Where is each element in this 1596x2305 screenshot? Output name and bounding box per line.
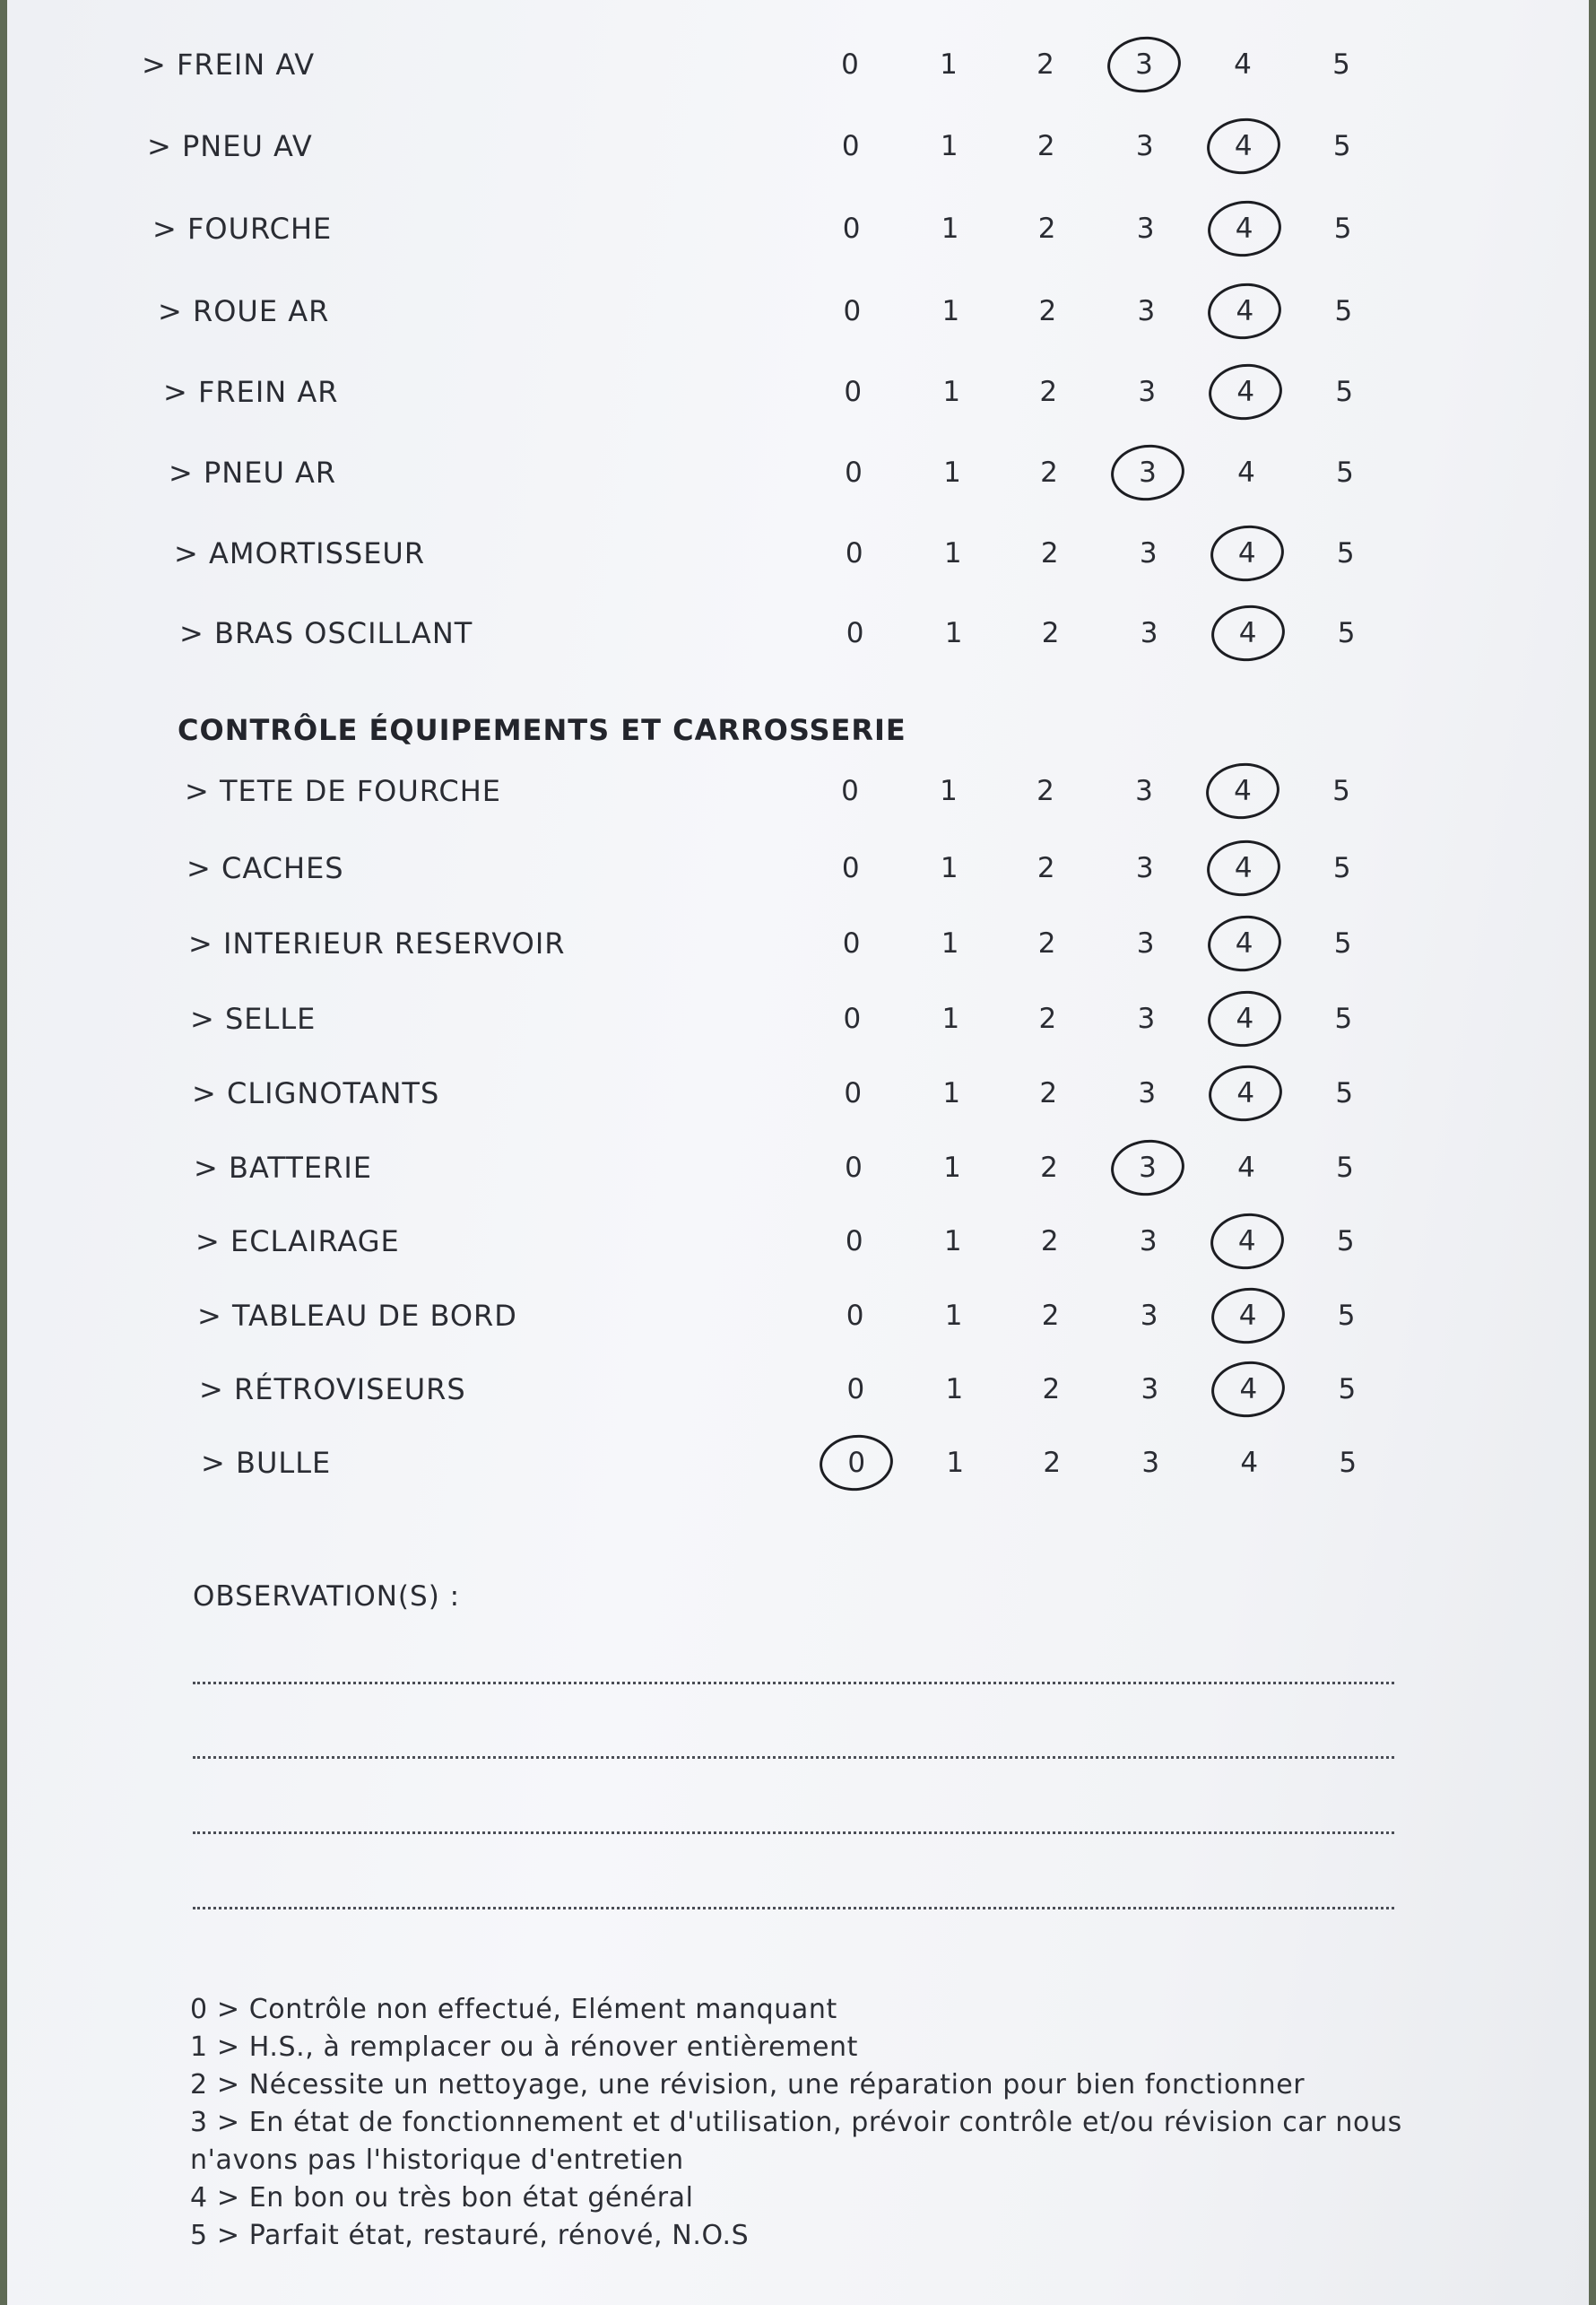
selected-score-circle: [1205, 197, 1284, 260]
score-option[interactable]: 0: [846, 1373, 865, 1405]
rating-row: [7, 992, 1589, 1046]
score-value: 4: [1236, 1003, 1254, 1035]
row-label: > PNEU AV: [147, 129, 313, 163]
score-value: 4: [1238, 617, 1257, 649]
score-option[interactable]: 2: [1037, 213, 1056, 245]
score-value: 4: [1234, 775, 1252, 807]
selected-score-circle: [1204, 837, 1283, 900]
score-value: 4: [1237, 1225, 1256, 1257]
rating-row: [7, 841, 1589, 895]
score-option[interactable]: 0: [843, 1003, 862, 1035]
row-label: > TABLEAU DE BORD: [197, 1299, 517, 1333]
score-option[interactable]: 0: [846, 1300, 864, 1332]
score-option[interactable]: 4: [1234, 48, 1252, 81]
score-option[interactable]: 5: [1336, 537, 1355, 570]
score-option[interactable]: [1121, 1141, 1175, 1195]
score-option[interactable]: 1: [940, 130, 958, 162]
observation-line-4[interactable]: [193, 1907, 1394, 1909]
score-option[interactable]: [1218, 917, 1271, 970]
score-option[interactable]: 5: [1335, 376, 1354, 408]
score-option[interactable]: 3: [1136, 927, 1155, 960]
score-option[interactable]: 4: [1240, 1447, 1259, 1479]
rating-row: [7, 1436, 1589, 1490]
score-option[interactable]: 2: [1040, 457, 1058, 489]
selected-score-circle: [1206, 1062, 1285, 1125]
row-label: > RÉTROVISEURS: [199, 1372, 466, 1406]
legend-line: 2 > Nécessite un nettoyage, une révision, une réparation pour bien fonctionner: [190, 2069, 1305, 2101]
score-option[interactable]: 5: [1332, 852, 1351, 884]
score-option[interactable]: 3: [1139, 537, 1158, 570]
score-option[interactable]: 1: [943, 457, 961, 489]
score-option[interactable]: [1218, 202, 1271, 256]
score-option[interactable]: 5: [1332, 775, 1350, 807]
score-value: 4: [1234, 852, 1253, 884]
rating-row: [7, 202, 1589, 256]
rating-row: [7, 1214, 1589, 1268]
score-option[interactable]: 4: [1237, 1152, 1255, 1184]
score-option[interactable]: [1219, 1066, 1272, 1120]
section-title: CONTRÔLE ÉQUIPEMENTS ET CARROSSERIE: [178, 713, 906, 747]
rating-row: [7, 917, 1589, 970]
score-option[interactable]: 0: [845, 1152, 863, 1184]
score-option[interactable]: [829, 1436, 883, 1490]
score-option[interactable]: 5: [1336, 1225, 1355, 1257]
score-option[interactable]: 0: [845, 1225, 863, 1257]
rating-row: [7, 606, 1589, 660]
score-option[interactable]: 2: [1037, 130, 1055, 162]
row-label: > AMORTISSEUR: [174, 536, 426, 570]
row-label: > CLIGNOTANTS: [192, 1076, 440, 1110]
rating-row: [7, 284, 1589, 338]
rating-row: [7, 1362, 1589, 1416]
legend-line: 3 > En état de fonctionnement et d'utilisation, prévoir contrôle et/ou révision car nous: [190, 2107, 1402, 2138]
score-option[interactable]: 3: [1136, 213, 1155, 245]
score-option[interactable]: 2: [1037, 927, 1056, 960]
legend-line: n'avons pas l'historique d'entretien: [190, 2144, 684, 2176]
score-option[interactable]: 2: [1038, 295, 1057, 327]
score-option[interactable]: 2: [1037, 852, 1055, 884]
score-option[interactable]: 3: [1139, 1225, 1158, 1257]
rating-row: [7, 446, 1589, 500]
score-option[interactable]: 5: [1337, 617, 1356, 649]
row-label: > FOURCHE: [152, 212, 333, 246]
score-option[interactable]: 1: [940, 775, 958, 807]
score-option[interactable]: [1218, 284, 1271, 338]
legend-line: 0 > Contrôle non effectué, Elément manquant: [190, 1994, 837, 2025]
row-label: > INTERIEUR RESERVOIR: [188, 926, 566, 961]
score-option[interactable]: [1218, 992, 1271, 1046]
score-option[interactable]: 0: [842, 927, 861, 960]
score-option[interactable]: 5: [1332, 48, 1350, 81]
score-option[interactable]: 3: [1135, 852, 1154, 884]
score-option[interactable]: 5: [1333, 927, 1352, 960]
score-option[interactable]: 5: [1338, 1373, 1357, 1405]
score-option[interactable]: 2: [1041, 617, 1060, 649]
score-value: 4: [1236, 376, 1255, 408]
selected-score-circle: [1105, 33, 1184, 96]
score-option[interactable]: 5: [1334, 295, 1353, 327]
score-option[interactable]: 0: [844, 376, 863, 408]
score-option[interactable]: 0: [842, 213, 861, 245]
score-option[interactable]: 1: [946, 1447, 965, 1479]
row-label: > SELLE: [190, 1002, 317, 1036]
score-option[interactable]: 1: [942, 376, 961, 408]
score-option[interactable]: 3: [1140, 1300, 1158, 1332]
score-option[interactable]: 0: [844, 1077, 863, 1109]
score-option[interactable]: 1: [943, 1152, 961, 1184]
score-option[interactable]: 2: [1037, 48, 1054, 81]
rating-row: [7, 1141, 1589, 1195]
score-value: 4: [1236, 295, 1254, 327]
score-option[interactable]: 0: [841, 852, 860, 884]
selected-score-circle: [1209, 1358, 1288, 1421]
score-option[interactable]: [1219, 365, 1272, 419]
score-option[interactable]: [1221, 606, 1275, 660]
score-option[interactable]: [1117, 38, 1171, 91]
observation-line-2[interactable]: [193, 1756, 1394, 1759]
score-option[interactable]: 3: [1138, 376, 1157, 408]
selected-score-circle: [1208, 522, 1287, 585]
observation-line-1[interactable]: [193, 1682, 1394, 1684]
selected-score-circle: [1108, 441, 1187, 504]
score-option[interactable]: [1221, 1362, 1275, 1416]
score-option[interactable]: 3: [1135, 130, 1154, 162]
score-value: 3: [1135, 48, 1153, 81]
row-label: > BATTERIE: [194, 1151, 372, 1185]
selected-score-circle: [1205, 987, 1284, 1050]
rating-legend: [190, 1991, 1410, 2255]
score-option[interactable]: 5: [1334, 1003, 1353, 1035]
rating-row: [7, 38, 1589, 91]
score-option[interactable]: 1: [941, 927, 959, 960]
row-label: > TETE DE FOURCHE: [185, 774, 501, 808]
score-option[interactable]: 0: [845, 457, 863, 489]
score-option[interactable]: 3: [1137, 295, 1156, 327]
score-option[interactable]: 1: [941, 213, 959, 245]
selected-score-circle: [1208, 1210, 1287, 1273]
score-option[interactable]: 3: [1135, 775, 1153, 807]
score-option[interactable]: 2: [1039, 1077, 1058, 1109]
row-label: > PNEU AR: [169, 456, 337, 490]
legend-line: 5 > Parfait état, restauré, rénové, N.O.S: [190, 2220, 750, 2251]
legend-line: 1 > H.S., à remplacer ou à rénover entièrement: [190, 2031, 858, 2063]
score-option[interactable]: 2: [1043, 1447, 1062, 1479]
rating-row: [7, 119, 1589, 173]
score-option[interactable]: [1121, 446, 1175, 500]
score-option[interactable]: 1: [943, 1225, 962, 1257]
score-option[interactable]: 3: [1137, 1003, 1156, 1035]
score-option[interactable]: 1: [942, 1077, 961, 1109]
score-value: 0: [847, 1447, 866, 1479]
score-option[interactable]: 1: [944, 617, 963, 649]
row-label: > CACHES: [186, 851, 344, 885]
score-option[interactable]: 5: [1336, 457, 1354, 489]
row-label: > BULLE: [201, 1446, 332, 1480]
score-option[interactable]: 2: [1040, 1225, 1059, 1257]
selected-score-circle: [1204, 115, 1283, 178]
score-option[interactable]: [1217, 841, 1271, 895]
score-value: 4: [1238, 1300, 1257, 1332]
score-option[interactable]: 0: [841, 130, 860, 162]
score-option[interactable]: 2: [1040, 1152, 1058, 1184]
score-option[interactable]: 0: [845, 537, 863, 570]
score-option[interactable]: [1220, 1214, 1274, 1268]
score-option[interactable]: 3: [1140, 617, 1158, 649]
score-option[interactable]: 1: [941, 1003, 960, 1035]
score-option[interactable]: 2: [1039, 376, 1058, 408]
score-value: 3: [1139, 457, 1157, 489]
score-option[interactable]: 1: [940, 852, 958, 884]
score-option[interactable]: [1220, 526, 1274, 580]
row-label: > BRAS OSCILLANT: [179, 616, 473, 650]
score-option[interactable]: 5: [1337, 1300, 1356, 1332]
score-option[interactable]: 0: [841, 775, 859, 807]
score-option[interactable]: 0: [846, 617, 864, 649]
score-option[interactable]: 2: [1038, 1003, 1057, 1035]
score-option[interactable]: 5: [1336, 1152, 1354, 1184]
rating-row: [7, 1289, 1589, 1343]
score-option[interactable]: 1: [944, 1300, 963, 1332]
score-option[interactable]: 0: [843, 295, 862, 327]
row-label: > ECLAIRAGE: [195, 1224, 400, 1258]
score-option[interactable]: 3: [1141, 1447, 1160, 1479]
score-option[interactable]: [1216, 764, 1270, 818]
row-label: > FREIN AV: [142, 48, 316, 82]
score-option[interactable]: 1: [945, 1373, 964, 1405]
selected-score-circle: [1108, 1136, 1187, 1199]
score-option[interactable]: [1217, 119, 1271, 173]
row-label: > ROUE AR: [158, 294, 330, 328]
score-value: 4: [1234, 130, 1253, 162]
score-option[interactable]: 0: [841, 48, 859, 81]
score-option[interactable]: 2: [1042, 1373, 1061, 1405]
score-option[interactable]: 1: [940, 48, 958, 81]
score-option[interactable]: 3: [1141, 1373, 1159, 1405]
rating-row: [7, 1066, 1589, 1120]
rating-row: [7, 764, 1589, 818]
selected-score-circle: [1205, 912, 1284, 975]
observations-label: OBSERVATION(S) :: [193, 1580, 461, 1613]
selected-score-circle: [1203, 760, 1282, 822]
inspection-sheet: [7, 0, 1589, 2305]
selected-score-circle: [1209, 602, 1288, 665]
score-option[interactable]: 2: [1040, 537, 1059, 570]
selected-score-circle: [1205, 280, 1284, 343]
score-value: 4: [1235, 927, 1253, 960]
selected-score-circle: [1206, 361, 1285, 423]
selected-score-circle: [1209, 1284, 1288, 1347]
score-option[interactable]: 1: [941, 295, 960, 327]
score-option[interactable]: [1221, 1289, 1275, 1343]
observation-line-3[interactable]: [193, 1831, 1394, 1834]
score-value: 4: [1236, 1077, 1255, 1109]
score-option[interactable]: 1: [943, 537, 962, 570]
score-value: 4: [1237, 537, 1256, 570]
selected-score-circle: [817, 1431, 896, 1494]
score-option[interactable]: 5: [1339, 1447, 1357, 1479]
score-value: 4: [1239, 1373, 1258, 1405]
score-option[interactable]: 5: [1332, 130, 1351, 162]
score-option[interactable]: 4: [1237, 457, 1255, 489]
score-option[interactable]: 5: [1333, 213, 1352, 245]
score-option[interactable]: 2: [1041, 1300, 1060, 1332]
legend-line: 4 > En bon ou très bon état général: [190, 2182, 694, 2214]
rating-row: [7, 365, 1589, 419]
score-value: 3: [1139, 1152, 1157, 1184]
score-option[interactable]: 3: [1138, 1077, 1157, 1109]
score-option[interactable]: 5: [1335, 1077, 1354, 1109]
rating-row: [7, 526, 1589, 580]
score-option[interactable]: 2: [1037, 775, 1054, 807]
row-label: > FREIN AR: [163, 375, 339, 409]
score-value: 4: [1235, 213, 1253, 245]
